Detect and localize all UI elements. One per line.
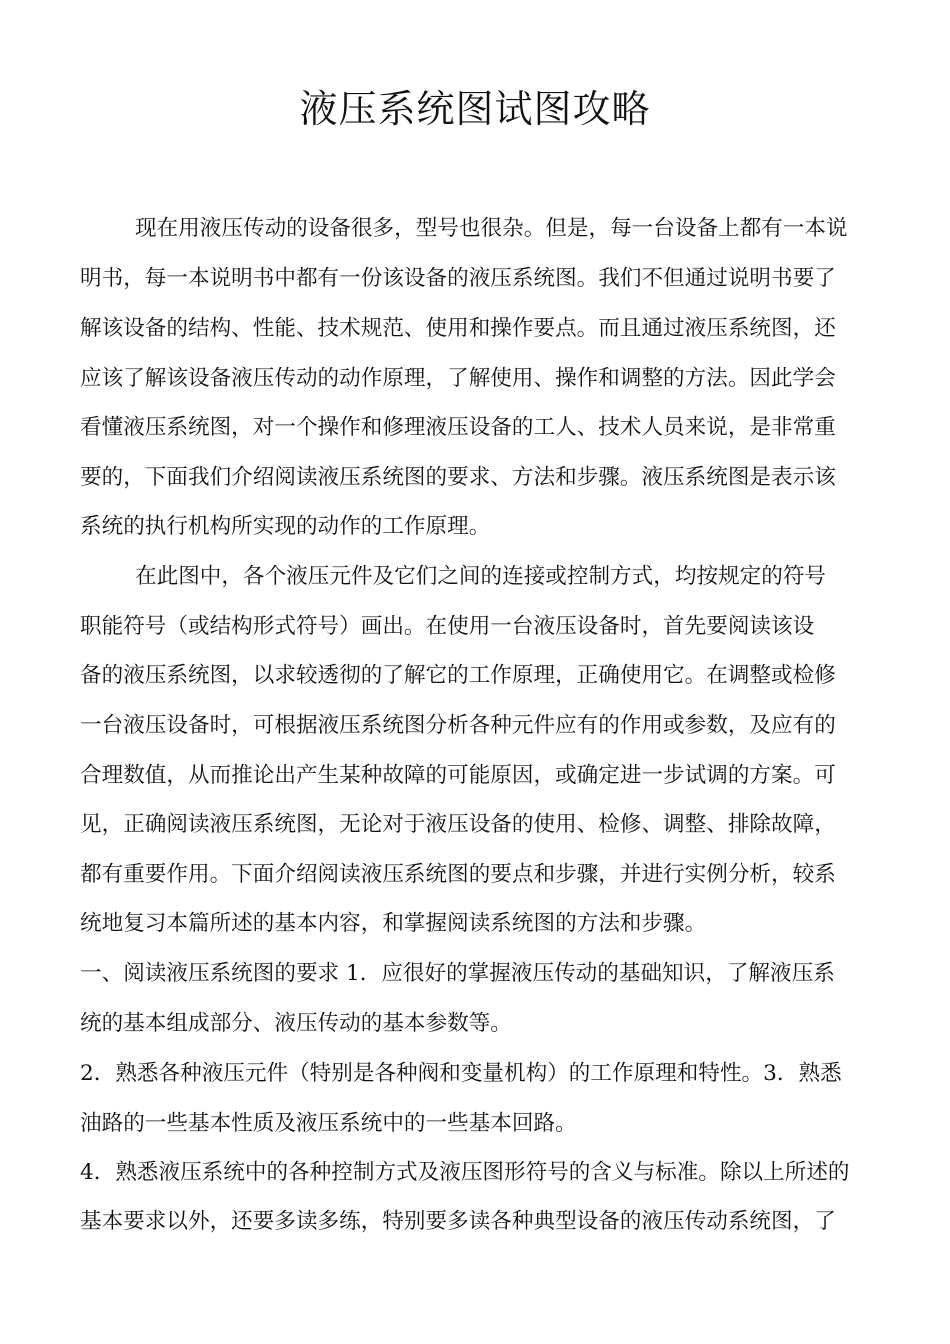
- paragraph-line: 在此图中，各个液压元件及它们之间的连接或控制方式，均按规定的符号: [135, 564, 827, 589]
- paragraph-line: 系统的执行机构所实现的动作的工作原理。: [80, 514, 491, 539]
- section-heading-line: 一、阅读液压系统图的要求 1．应很好的掌握液压传动的基础知识，了解液压系: [80, 961, 835, 986]
- paragraph-line: 应该了解该设备液压传动的动作原理，了解使用、操作和调整的方法。因此学会: [80, 366, 836, 391]
- paragraph-line: 解该设备的结构、性能、技术规范、使用和操作要点。而且通过液压系统图，还: [80, 316, 836, 341]
- paragraph-line: 统的基本组成部分、液压传动的基本参数等。: [80, 1011, 512, 1036]
- paragraph-line: 明书，每一本说明书中都有一份该设备的液压系统图。我们不但通过说明书要了: [80, 266, 836, 291]
- paragraph-line: 职能符号（或结构形式符号）画出。在使用一台液压设备时，首先要阅读该设: [80, 614, 815, 639]
- paragraph-line: 4．熟悉液压系统中的各种控制方式及液压图形符号的含义与标准。除以上所述的: [80, 1160, 850, 1185]
- paragraph-line: 合理数值，从而推论出产生某种故障的可能原因，或确定进一步试调的方案。可: [80, 763, 836, 788]
- paragraph-line: 见，正确阅读液压系统图，无论对于液压设备的使用、检修、调整、排除故障，: [80, 812, 836, 837]
- paragraph-line: 油路的一些基本性质及液压系统中的一些基本回路。: [80, 1111, 577, 1136]
- paragraph-line: 基本要求以外，还要多读多练，特别要多读各种典型设备的液压传动系统图，了: [80, 1209, 836, 1234]
- paragraph-line: 统地复习本篇所述的基本内容，和掌握阅读系统图的方法和步骤。: [80, 911, 707, 936]
- paragraph-line: 现在用液压传动的设备很多，型号也很杂。但是，每一台设备上都有一本说: [135, 216, 848, 241]
- paragraph-line: 看懂液压系统图，对一个操作和修理液压设备的工人、技术人员来说，是非常重: [80, 415, 836, 440]
- paragraph-line: 要的，下面我们介绍阅读液压系统图的要求、方法和步骤。液压系统图是表示该: [80, 465, 836, 490]
- paragraph-line: 备的液压系统图，以求较透彻的了解它的工作原理，正确使用它。在调整或检修: [80, 663, 836, 688]
- paragraph-line: 2．熟悉各种液压元件（特别是各种阀和变量机构）的工作原理和特性。3．熟悉: [80, 1061, 842, 1086]
- paragraph-line: 都有重要作用。下面介绍阅读液压系统图的要点和步骤，并进行实例分析，较系: [80, 862, 836, 887]
- document-title: 液压系统图试图攻略: [299, 87, 651, 131]
- paragraph-line: 一台液压设备时，可根据液压系统图分析各种元件应有的作用或参数，及应有的: [80, 713, 836, 738]
